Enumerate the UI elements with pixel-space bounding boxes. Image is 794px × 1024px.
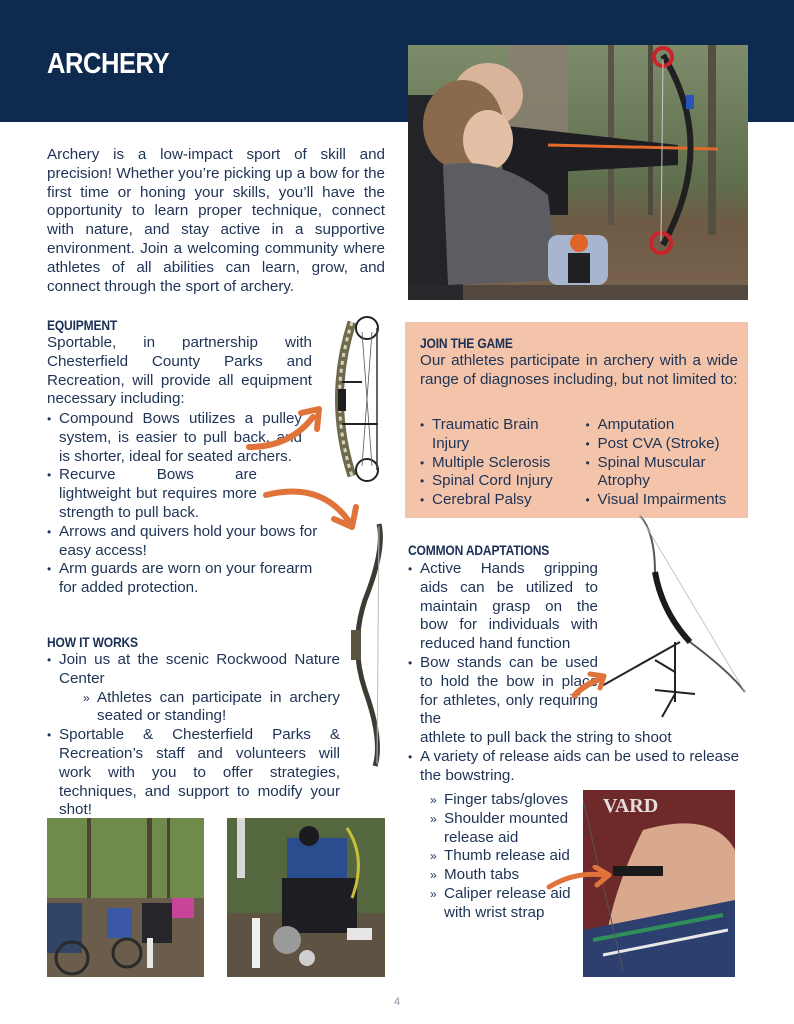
diagnosis-item: • Cerebral Palsy <box>420 491 580 510</box>
page-title: ARCHERY <box>47 48 170 80</box>
join-the-game-box <box>405 322 748 518</box>
release-aid-item: » Shoulder mounted release aid <box>428 810 578 848</box>
svg-text:VARD: VARD <box>603 795 659 817</box>
how-it-works-item: • Join us at the scenic Rockwood Nature Center » Athletes can participate in archery seated or standing! <box>47 651 340 726</box>
equipment-item: • Recurve Bows are lightweight but requires more strength to pull back. <box>47 466 257 522</box>
diagnosis-item: • Post CVA (Stroke) <box>586 435 746 454</box>
join-the-game-heading: JOIN THE GAME <box>420 335 513 351</box>
arrow-to-mouth-tab-icon <box>545 865 615 895</box>
adaptation-item: • Active Hands gripping aids can be utilized to maintain grasp on the bow for individuals with reduced hand function <box>408 560 598 654</box>
arrow-to-recurve-bow-icon <box>262 485 362 535</box>
how-it-works-subitem: » Athletes can participate in archery seated or standing! <box>81 689 340 727</box>
arrow-to-bow-stand-icon <box>572 670 608 698</box>
recurve-bow-image <box>345 520 385 770</box>
diagnosis-item: • Spinal Cord Injury <box>420 472 580 491</box>
diagnosis-item: • Spinal Muscular Atrophy <box>586 454 721 492</box>
equipment-item: • Compound Bows utilizes a pulley system, is easier to pull back, and is shorter, ideal for seated archers. <box>47 410 302 466</box>
how-it-works-item: • Sportable & Chesterfield Parks & Recreation’s staff and volunteers will work with you to offer strategies, techniques, and support to modify your shot! <box>47 726 340 820</box>
diagnosis-item: • Multiple Sclerosis <box>420 454 580 473</box>
diagnosis-item: • Amputation <box>586 416 746 435</box>
release-aid-item: » Caliper release aid with wrist strap <box>428 885 578 923</box>
diagnosis-item: • Visual Impairments <box>586 491 746 510</box>
equipment-intro: Sportable, in partnership with Chesterfield County Parks and Recreation, will provide all equipment necessary including: <box>47 334 312 408</box>
arrow-to-compound-bow-icon <box>245 405 325 455</box>
release-aid-item: » Mouth tabs <box>428 866 578 885</box>
how-it-works-list <box>47 651 340 820</box>
common-adaptations-heading: COMMON ADAPTATIONS <box>408 542 550 558</box>
how-it-works-heading: HOW IT WORKS <box>47 634 138 650</box>
join-the-game-intro: Our athletes participate in archery with a wide range of diagnoses including, but not limited to: <box>420 352 738 388</box>
equipment-heading: EQUIPMENT <box>47 317 118 333</box>
compound-bow-image <box>322 314 384 484</box>
equipment-item: • Arrows and quivers hold your bows for easy access! <box>47 523 332 561</box>
power-chair-archer-photo <box>227 818 385 977</box>
hero-photo <box>408 45 748 300</box>
release-aid-item: » Finger tabs/gloves <box>428 791 578 810</box>
adaptation-item: • A variety of release aids can be used to release the bowstring. <box>408 748 753 786</box>
diagnoses-columns <box>420 416 745 510</box>
diagnoses-left-list <box>420 416 580 510</box>
release-aid-item: » Thumb release aid <box>428 847 578 866</box>
bow-stand-image <box>600 512 750 722</box>
group-archers-photo <box>47 818 204 977</box>
intro-paragraph: Archery is a low-impact sport of skill and precision! Whether you’re picking up a bow for the first time or honing your skills, you’ll have the opportunity to learn proper technique, connect with nature, and stay active in a supportive environment. Join a welcoming community where athletes of all abilities can learn, grow, and connect through the sport of archery. <box>47 146 385 295</box>
page-number: 4 <box>394 996 401 1008</box>
release-aids-list <box>428 791 578 923</box>
diagnosis-item: • Traumatic Brain Injury <box>420 416 550 454</box>
equipment-item: • Arm guards are worn on your forearm for added protection. <box>47 560 332 598</box>
diagnoses-right-list <box>586 416 746 510</box>
adaptation-item: • Bow stands can be used to hold the bow in place for athletes, only requiring the athlete to pull back the string to shoot <box>408 654 598 748</box>
